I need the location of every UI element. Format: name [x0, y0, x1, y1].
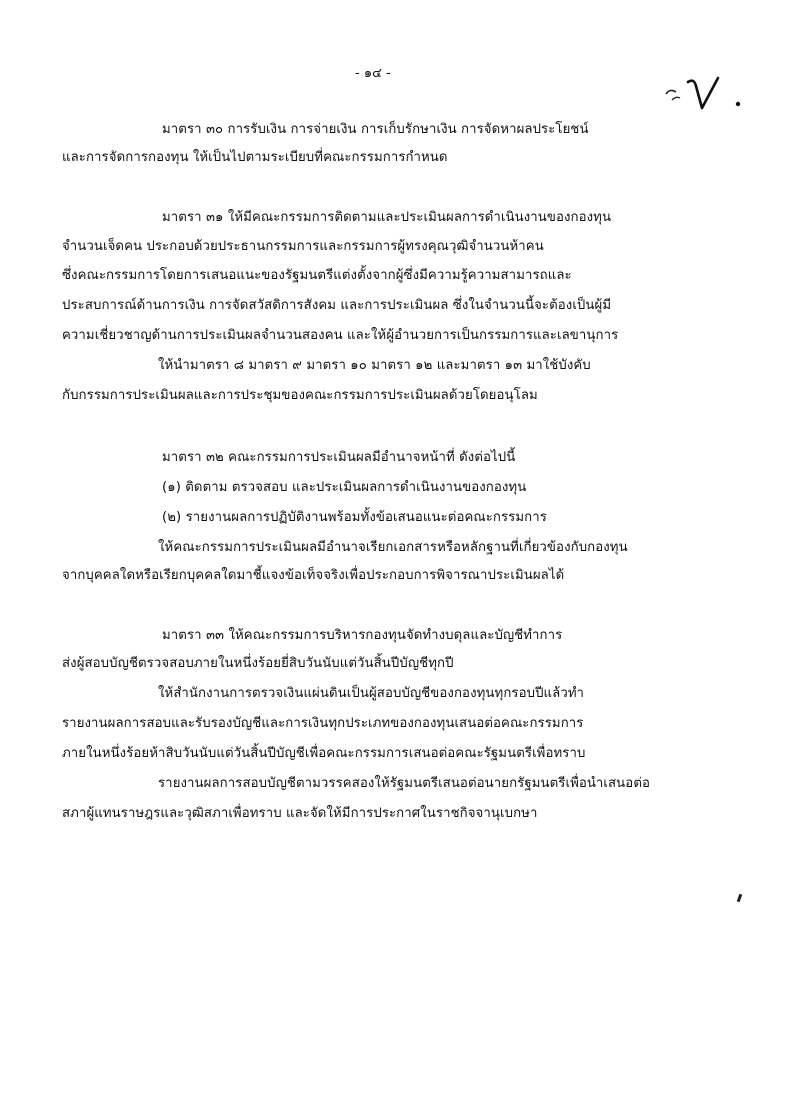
- section-30-line-2: และการจัดการกองทุน ให้เป็นไปตามระเบียบที่คณะกรรมการกำหนด: [62, 150, 448, 165]
- section-31-line-6: ให้นำมาตรา ๘ มาตรา ๙ มาตรา ๑๐ มาตรา ๑๒ และมาตรา ๑๓ มาใช้บังคับ: [158, 358, 591, 373]
- section-31-line-3: ซึ่งคณะกรรมการโดยการเสนอแนะของรัฐมนตรีแต่งตั้งจากผู้ซึ่งมีความรู้ความสามารถและ: [62, 268, 572, 283]
- section-32-line-1: มาตรา ๓๒ คณะกรรมการประเมินผลมีอำนาจหน้าที่ ดังต่อไปนี้: [162, 450, 516, 465]
- section-33-line-7: สภาผู้แทนราษฎรและวุฒิสภาเพื่อทราบ และจัดให้มีการประกาศในราชกิจจานุเบกษา: [62, 806, 538, 821]
- section-31-line-2: จำนวนเจ็ดคน ประกอบด้วยประธานกรรมการและกรรมการผู้ทรงคุณวุฒิจำนวนห้าคน: [62, 239, 544, 254]
- section-31-line-5: ความเชี่ยวชาญด้านการประเมินผลจำนวนสองคน และให้ผู้อำนวยการเป็นกรรมการและเลขานุการ: [62, 328, 619, 343]
- section-30-line-1: มาตรา ๓๐ การรับเงิน การจ่ายเงิน การเก็บรักษาเงิน การจัดหาผลประโยชน์: [162, 122, 589, 137]
- page-number: - ๑๔ -: [355, 66, 391, 81]
- section-31-line-4: ประสบการณ์ด้านการเงิน การจัดสวัสดิการสังคม และการประเมินผล ซึ่งในจำนวนนี้จะต้องเป็นผู้มี: [62, 298, 612, 313]
- section-33-line-2: ส่งผู้สอบบัญชีตรวจสอบภายในหนึ่งร้อยยี่สิบวันนับแต่วันสิ้นปีบัญชีทุกปี: [62, 656, 454, 671]
- section-32-item-2: (๒) รายงานผลการปฏิบัติงานพร้อมทั้งข้อเสนอแนะต่อคณะกรรมการ: [162, 510, 547, 525]
- section-33-line-6: รายงานผลการสอบบัญชีตามวรรคสองให้รัฐมนตรีเสนอต่อนายกรัฐมนตรีเพื่อนำเสนอต่อ: [158, 776, 651, 791]
- section-33-line-1: มาตรา ๓๓ ให้คณะกรรมการบริหารกองทุนจัดทำงบดุลและบัญชีทำการ: [162, 628, 563, 643]
- section-31-line-1: มาตรา ๓๑ ให้มีคณะกรรมการติดตามและประเมินผลการดำเนินงานของกองทุน: [162, 210, 612, 225]
- section-32-line-5: จากบุคคลใดหรือเรียกบุคคลใดมาชี้แจงข้อเท็จจริงเพื่อประกอบการพิจารณาประเมินผลได้: [62, 568, 565, 583]
- section-32-line-4: ให้คณะกรรมการประเมินผลมีอำนาจเรียกเอกสารหรือหลักฐานที่เกี่ยวข้องกับกองทุน: [158, 540, 628, 555]
- section-32-item-1: (๑) ติดตาม ตรวจสอบ และประเมินผลการดำเนินงานของกองทุน: [162, 480, 527, 495]
- section-33-line-3: ให้สำนักงานการตรวจเงินแผ่นดินเป็นผู้สอบบัญชีของกองทุนทุกรอบปีแล้วทำ: [158, 686, 585, 701]
- section-31-line-7: กับกรรมการประเมินผลและการประชุมของคณะกรรมการประเมินผลด้วยโดยอนุโลม: [62, 388, 538, 403]
- handwritten-mark: [662, 74, 752, 114]
- section-33-line-4: รายงานผลการสอบและรับรองบัญชีและการเงินทุกประเภทของกองทุนเสนอต่อคณะกรรมการ: [62, 716, 584, 731]
- section-33-line-5: ภายในหนึ่งร้อยห้าสิบวันนับแต่วันสิ้นปีบัญชีเพื่อคณะกรรมการเสนอต่อคณะรัฐมนตรีเพื่อทราบ: [62, 746, 586, 761]
- scan-speck: [737, 894, 743, 903]
